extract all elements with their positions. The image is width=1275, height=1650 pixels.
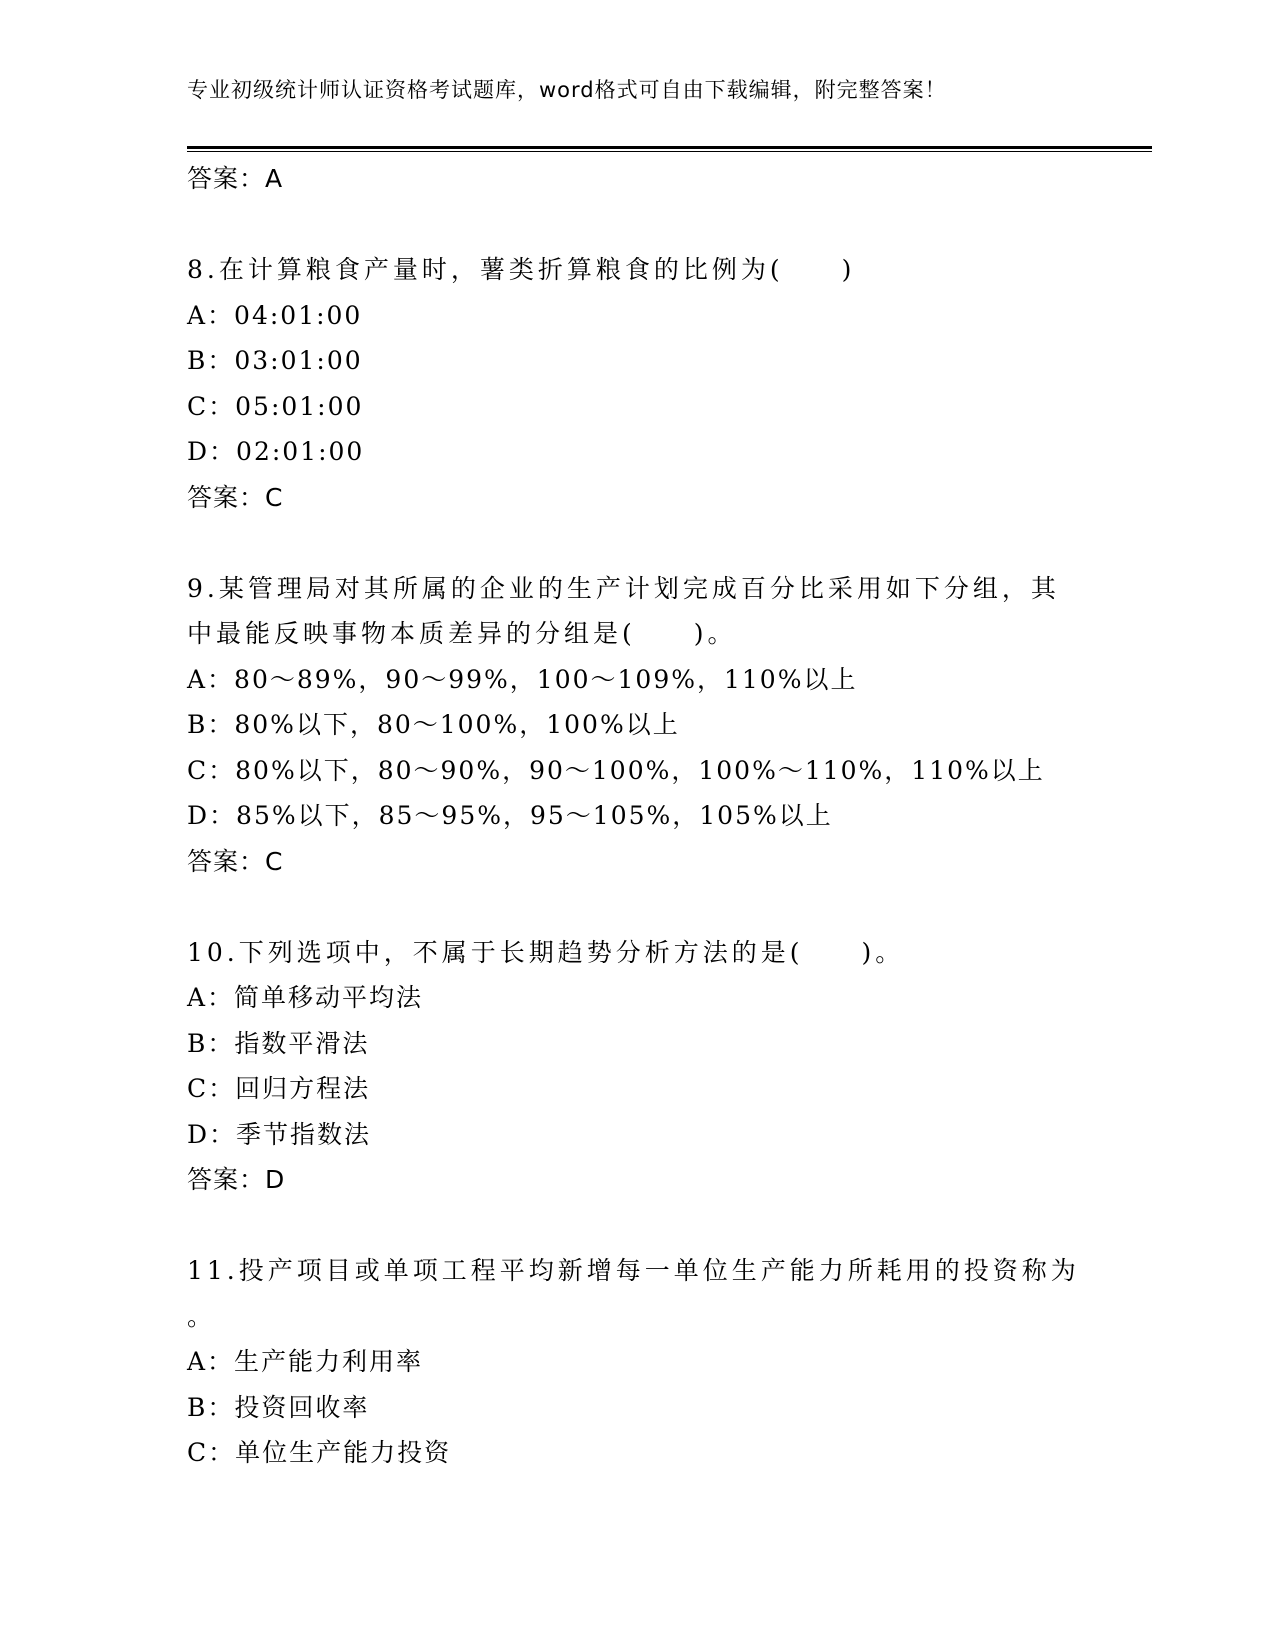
answer-line: 答案：C xyxy=(187,846,284,876)
question-block xyxy=(187,930,1087,1203)
header-rule-thick xyxy=(187,146,1152,149)
question-block xyxy=(187,1248,1087,1476)
spacer xyxy=(187,1203,1087,1249)
option-b: B：投资回收率 xyxy=(187,1392,370,1422)
option-b: B：指数平滑法 xyxy=(187,1028,370,1058)
option-c: C：80%以下，80～90%，90～100%，100%～110%，110%以上 xyxy=(187,755,1045,785)
option-d: D：85%以下，85～95%，95～105%，105%以上 xyxy=(187,801,833,830)
page-header: 专业初级统计师认证资格考试题库，word格式可自由下载编辑，附完整答案！ xyxy=(187,78,947,102)
spacer xyxy=(187,884,1087,930)
question-stem: 9.某管理局对其所属的企业的生产计划完成百分比采用如下分组，其 xyxy=(187,573,1060,603)
question-stem-continued: 中最能反映事物本质差异的分组是( )。 xyxy=(187,619,737,648)
option-c: C：05:01:00 xyxy=(187,391,364,421)
header-rule-thin xyxy=(187,151,1152,152)
option-c: C：单位生产能力投资 xyxy=(187,1438,452,1467)
option-c: C：回归方程法 xyxy=(187,1074,371,1103)
option-b: B：80%以下，80～100%，100%以上 xyxy=(187,710,680,739)
question-stem: 8.在计算粮食产量时，薯类折算粮食的比例为( ) xyxy=(187,255,856,284)
option-d: D：02:01:00 xyxy=(187,437,365,466)
question-stem: 10.下列选项中，不属于长期趋势分析方法的是( )。 xyxy=(187,937,905,967)
answer-line: 答案：D xyxy=(187,1165,286,1194)
option-a: A：简单移动平均法 xyxy=(187,983,424,1012)
question-stem-continued: 。 xyxy=(187,1301,217,1331)
question-block xyxy=(187,566,1087,885)
question-block xyxy=(187,247,1087,520)
option-a: A：生产能力利用率 xyxy=(187,1347,424,1376)
question-stem: 11.投产项目或单项工程平均新增每一单位生产能力所耗用的投资称为 xyxy=(187,1256,1080,1285)
answer-line: 答案：A xyxy=(187,164,284,193)
document-body xyxy=(187,156,1087,1476)
option-a: A：80～89%，90～99%，100～109%，110%以上 xyxy=(187,664,858,694)
spacer xyxy=(187,202,1087,248)
answer-line: 答案：C xyxy=(187,482,284,512)
option-a: A：04:01:00 xyxy=(187,300,363,330)
option-b: B：03:01:00 xyxy=(187,346,363,375)
spacer xyxy=(187,520,1087,566)
option-d: D：季节指数法 xyxy=(187,1119,372,1149)
